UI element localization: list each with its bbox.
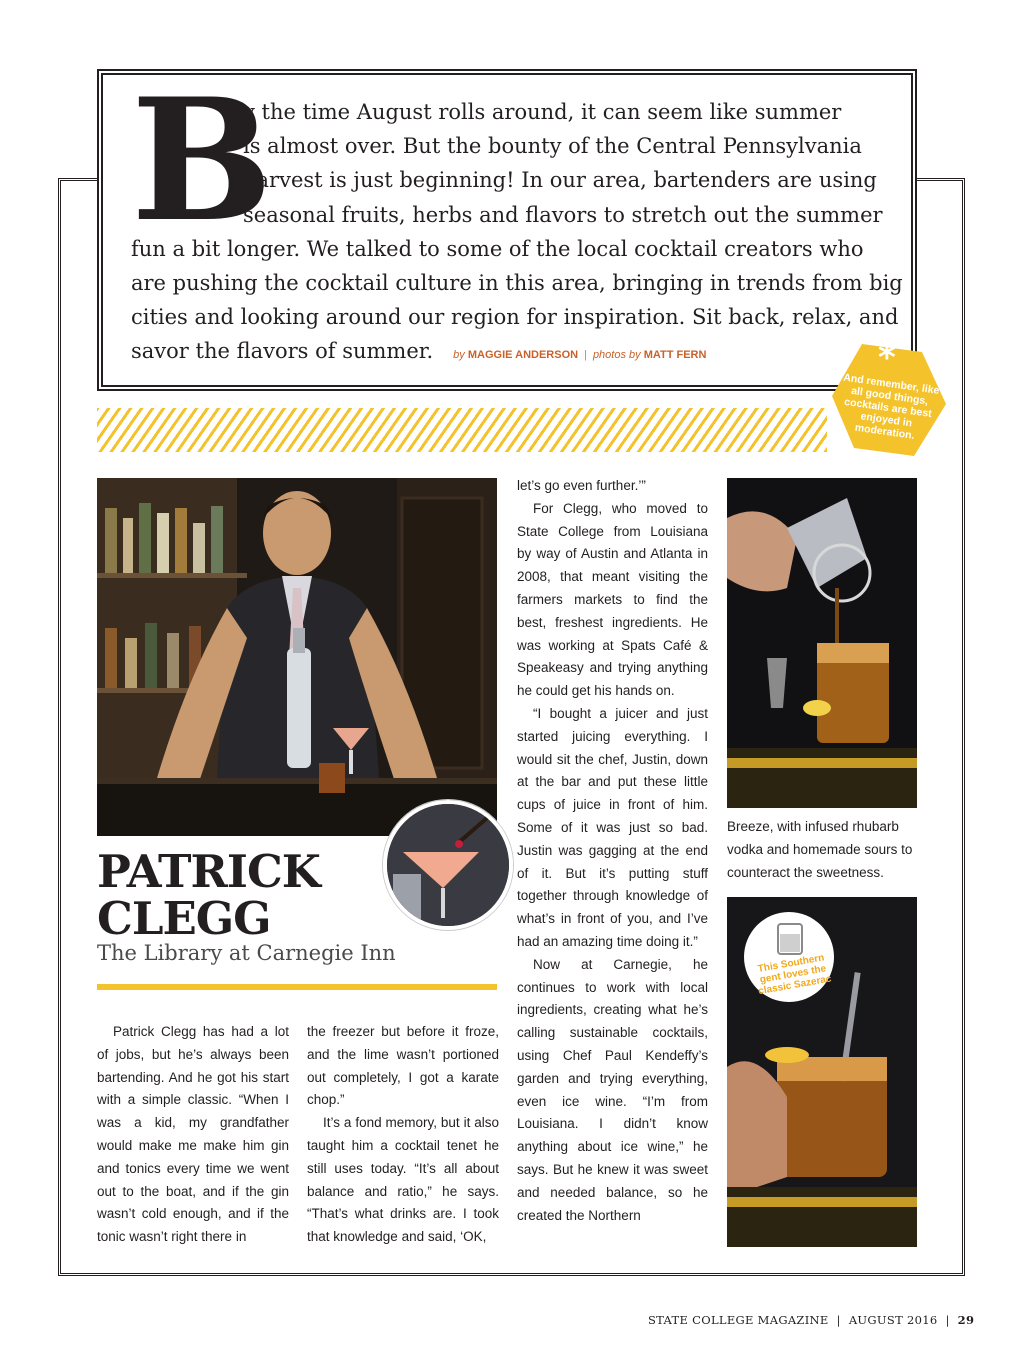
- article-column-2: [307, 1021, 499, 1249]
- author-name: MAGGIE ANDERSON: [467, 349, 579, 362]
- pouring-illustration: [727, 478, 917, 808]
- intro-line: are pushing the cocktail culture in this area, bringing in trends from big: [131, 271, 903, 296]
- venue-name: The Library at Carnegie Inn: [97, 941, 396, 965]
- byline: [453, 349, 706, 361]
- sazerac-badge-text: This Southern gent loves the classic Sazerac: [757, 952, 833, 998]
- hatch-divider: [97, 408, 827, 452]
- issue-date: AUGUST 2016: [848, 1313, 938, 1327]
- byline-divider: |: [584, 349, 587, 362]
- page-footer: [648, 1313, 974, 1327]
- page-number: 29: [957, 1313, 975, 1327]
- footer-divider: |: [945, 1313, 950, 1327]
- intro-line: seasonal fruits, herbs and flavors to stretch out the summer: [243, 202, 883, 227]
- intro-line: harvest is just beginning! In our area, bartenders are using: [243, 168, 877, 193]
- name-first: PATRICK: [97, 845, 320, 898]
- intro-line: fun a bit longer. We talked to some of the local cocktail creators who: [131, 236, 864, 261]
- photo-caption: Breeze, with infused rhubarb vodka and homemade sours to counteract the sweetness.: [727, 819, 913, 880]
- paragraph: For Clegg, who moved to State College from Louisiana by way of Austin and Atlanta in 2008, that meant visiting the farmers markets to find the best, freshest ingredients. He was working at Spats Café & Speakeasy and trying anything he could get his hands on.: [517, 500, 708, 699]
- article-column-3: [517, 475, 708, 1227]
- martini-illustration: [387, 804, 509, 926]
- paragraph: It’s a fond memory, but it also taught him a cocktail tenet he still uses today. “It’s all about balance and ratio,” he says. “That’s what drinks are. I took that knowledge and said, ‘OK,: [307, 1115, 499, 1245]
- bartender-name: [97, 845, 320, 945]
- drop-cap: B: [131, 61, 273, 259]
- byline-prefix: by: [453, 349, 465, 362]
- paragraph: Patrick Clegg has had a lot of jobs, but he’s always been bartending. And he got his start with a simple classic. “When I was a kid, my grandfather would make me make him gin and tonics every time we went out to the boat, and if the gin wasn’t cold enough, and if the tonic wasn’t right there in: [97, 1024, 289, 1245]
- footer-divider: |: [836, 1313, 841, 1327]
- bartender-photo: [97, 478, 497, 836]
- bartender-illustration: [97, 478, 497, 836]
- intro-line: savor the flavors of summer.: [131, 339, 434, 364]
- moderation-note: And remember, like all good things, cocktails are best enjoyed in moderation.: [842, 371, 941, 442]
- name-last: CLEGG: [97, 892, 271, 945]
- intro-paragraph: [131, 95, 901, 373]
- paragraph: Now at Carnegie, he continues to work with local ingredients, creating what he’s calling sustainable cocktails, using Chef Paul Kendeffy’s garden and trying everything, even ice wine. “I’m from Louisiana. I didn’t know anything about ice wine,” he says. But he knew it was sweet and needed balance, so he created the Northern: [517, 956, 708, 1223]
- asterisk-icon: *: [878, 338, 896, 378]
- photographer-name: MATT FERN: [643, 349, 707, 362]
- martini-inset-photo: [383, 800, 513, 930]
- intro-line: y the time August rolls around, it can seem like summer: [243, 100, 842, 124]
- photos-prefix: photos by: [592, 349, 641, 362]
- intro-last-line: [131, 334, 901, 372]
- intro-line: cities and looking around our region for inspiration. Sit back, relax, and: [131, 305, 899, 330]
- paragraph: let’s go even further.’”: [517, 478, 646, 493]
- paragraph: “I bought a juicer and just started juicing everything. I would sit the chef, Justin, down at the bar and put these little cups of juice in front of him. Some of it was just so bad. Justin was gagging at the end of it. But it’s putting stuff together through knowledge of what’s in front of you, and I’ve had an amazing time doing it.”: [517, 705, 708, 949]
- yellow-rule: [97, 984, 497, 990]
- magazine-name: STATE COLLEGE MAGAZINE: [648, 1313, 829, 1327]
- intro-line: is almost over. But the bounty of the Central Pennsylvania: [243, 134, 862, 159]
- paragraph: the freezer but before it froze, and the lime wasn’t portioned out completely, I got a karate chop.”: [307, 1024, 499, 1108]
- article-column-1: [97, 1021, 289, 1249]
- pouring-drink-photo: [727, 478, 917, 808]
